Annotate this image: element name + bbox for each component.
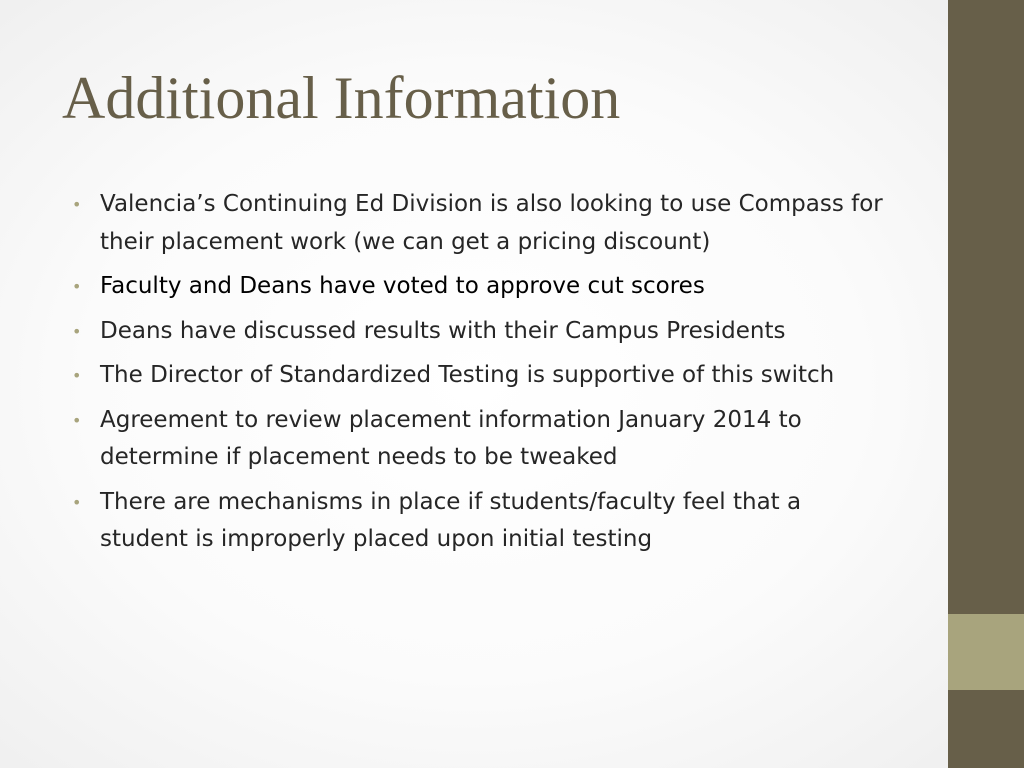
- bullet-icon: •: [72, 195, 82, 214]
- bullet-icon: •: [72, 492, 82, 512]
- bullet-text: There are mechanisms in place if students/faculty feel that a student is improperly placed upon initial testing: [100, 488, 802, 552]
- bullet-item: [72, 357, 892, 395]
- bullet-text: Deans have discussed results with their Campus Presidents: [100, 317, 786, 344]
- bullet-icon: •: [72, 366, 82, 385]
- bullet-item: [72, 313, 892, 351]
- bullet-list: [72, 186, 892, 566]
- bullet-icon: •: [72, 410, 82, 430]
- bullet-text: Agreement to review placement information January 2014 to determine if placement needs to be tweaked: [100, 406, 802, 470]
- bullet-text: The Director of Standardized Testing is supportive of this switch: [100, 362, 835, 388]
- bullet-item: [72, 402, 892, 477]
- bullet-icon: •: [72, 321, 82, 341]
- bullet-item: [72, 484, 892, 559]
- slide-title: Additional Information: [62, 65, 621, 131]
- bullet-text: Faculty and Deans have voted to approve cut scores: [100, 273, 705, 299]
- sidebar-accent-block: [948, 614, 1024, 690]
- bullet-item: [72, 186, 892, 261]
- bullet-text: Valencia’s Continuing Ed Division is also looking to use Compass for their placement work (we can get a pricing discount): [100, 191, 883, 255]
- bullet-icon: •: [72, 277, 82, 296]
- bullet-item: [72, 268, 892, 306]
